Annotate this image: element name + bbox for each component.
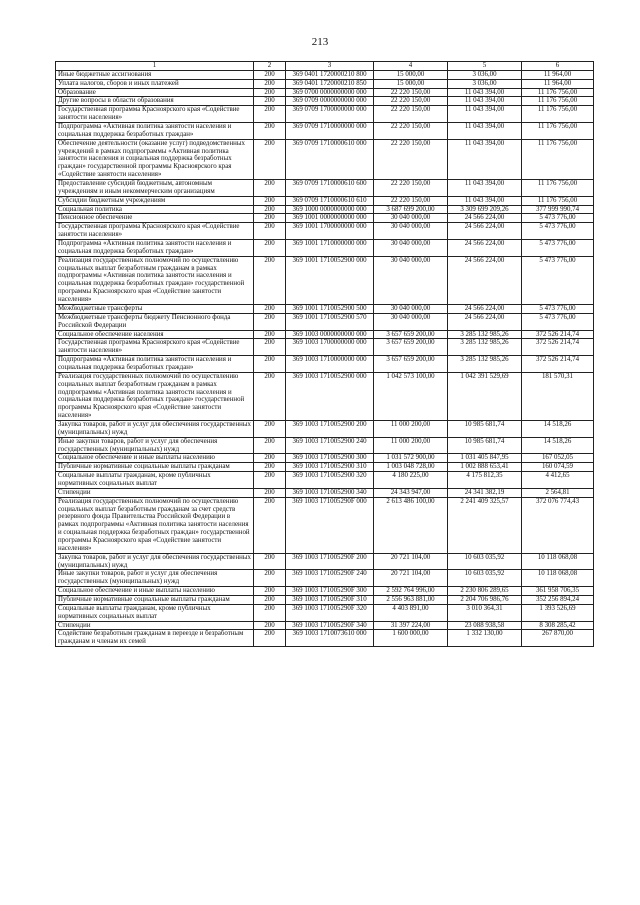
row-executed-cell: 11 043 394,00 bbox=[448, 88, 522, 97]
row-approved-cell: 1 042 573 100,00 bbox=[374, 372, 448, 420]
row-unexecuted-cell: 14 518,26 bbox=[522, 420, 594, 437]
row-approved-cell: 30 040 000,00 bbox=[374, 256, 448, 304]
row-budget-code-cell: 369 1003 171005290F 000 bbox=[286, 497, 374, 553]
row-approved-cell: 3 687 699 200,00 bbox=[374, 205, 448, 214]
row-unexecuted-cell: 1 393 526,69 bbox=[522, 604, 594, 621]
row-name-cell: Иные закупки товаров, работ и услуг для обеспечения государственных (муниципальных) нужд bbox=[56, 570, 254, 587]
row-name-cell: Субсидии бюджетным учреждениям bbox=[56, 196, 254, 205]
table-row bbox=[56, 454, 594, 463]
row-admin-code-cell: 200 bbox=[254, 97, 286, 106]
row-executed-cell: 24 566 224,00 bbox=[448, 223, 522, 240]
row-approved-cell: 24 343 947,00 bbox=[374, 488, 448, 497]
row-executed-cell: 1 332 130,00 bbox=[448, 630, 522, 647]
row-approved-cell: 22 220 150,00 bbox=[374, 106, 448, 123]
row-approved-cell: 22 220 150,00 bbox=[374, 123, 448, 140]
row-name-cell: Социальные выплаты гражданам, кроме публичных нормативных социальных выплат bbox=[56, 604, 254, 621]
row-unexecuted-cell: 11 964,00 bbox=[522, 70, 594, 79]
row-admin-code-cell: 200 bbox=[254, 106, 286, 123]
row-unexecuted-cell: 372 076 774,43 bbox=[522, 497, 594, 553]
row-budget-code-cell: 369 1003 171005290F 200 bbox=[286, 553, 374, 570]
row-budget-code-cell: 369 0709 1700000000 000 bbox=[286, 106, 374, 123]
row-unexecuted-cell: 372 526 214,74 bbox=[522, 330, 594, 339]
table-row bbox=[56, 106, 594, 123]
row-approved-cell: 22 220 150,00 bbox=[374, 97, 448, 106]
row-name-cell: Другие вопросы в области образования bbox=[56, 97, 254, 106]
row-unexecuted-cell: 11 176 756,00 bbox=[522, 123, 594, 140]
row-executed-cell: 10 603 035,92 bbox=[448, 553, 522, 570]
row-budget-code-cell: 369 1003 171005290F 320 bbox=[286, 604, 374, 621]
row-executed-cell: 2 230 806 289,65 bbox=[448, 587, 522, 596]
row-approved-cell: 30 040 000,00 bbox=[374, 214, 448, 223]
row-name-cell: Иные бюджетные ассигнования bbox=[56, 70, 254, 79]
row-admin-code-cell: 200 bbox=[254, 330, 286, 339]
column-number-row bbox=[56, 62, 594, 71]
row-executed-cell: 4 175 812,35 bbox=[448, 472, 522, 489]
row-executed-cell: 10 603 035,92 bbox=[448, 570, 522, 587]
row-unexecuted-cell: 11 176 756,00 bbox=[522, 139, 594, 179]
row-name-cell: Публичные нормативные социальные выплаты гражданам bbox=[56, 596, 254, 605]
row-admin-code-cell: 200 bbox=[254, 488, 286, 497]
table-row bbox=[56, 88, 594, 97]
row-budget-code-cell: 369 1003 171005290F 300 bbox=[286, 587, 374, 596]
row-name-cell: Реализация государственных полномочий по осуществлению социальных выплат безработным гражданам в рамках подпрограммы «Активная политика занятости населения и социальная поддержка безработных граждан» государственной программы Красноярского края «Содействие занятости населения» bbox=[56, 372, 254, 420]
row-budget-code-cell: 369 1003 1710052900 240 bbox=[286, 437, 374, 454]
row-unexecuted-cell: 5 473 776,00 bbox=[522, 304, 594, 313]
row-unexecuted-cell: 181 570,31 bbox=[522, 372, 594, 420]
row-admin-code-cell: 200 bbox=[254, 339, 286, 356]
row-name-cell: Социальная политика bbox=[56, 205, 254, 214]
table-row bbox=[56, 313, 594, 330]
row-approved-cell: 22 220 150,00 bbox=[374, 88, 448, 97]
row-unexecuted-cell: 5 473 776,00 bbox=[522, 256, 594, 304]
row-budget-code-cell: 369 1003 1710052900 340 bbox=[286, 488, 374, 497]
row-admin-code-cell: 200 bbox=[254, 70, 286, 79]
row-budget-code-cell: 369 1003 1710073610 000 bbox=[286, 630, 374, 647]
row-admin-code-cell: 200 bbox=[254, 553, 286, 570]
row-name-cell: Государственная программа Красноярского края «Содействие занятости населения» bbox=[56, 223, 254, 240]
row-budget-code-cell: 369 1001 1710052900 570 bbox=[286, 313, 374, 330]
row-name-cell: Предоставление субсидий бюджетным, автономным учреждениям и иным некоммерческим организациям bbox=[56, 180, 254, 197]
row-executed-cell: 24 566 224,00 bbox=[448, 304, 522, 313]
row-executed-cell: 3 010 364,31 bbox=[448, 604, 522, 621]
table-row bbox=[56, 497, 594, 553]
row-name-cell: Публичные нормативные социальные выплаты гражданам bbox=[56, 463, 254, 472]
row-admin-code-cell: 200 bbox=[254, 205, 286, 214]
table-body bbox=[56, 70, 594, 646]
row-approved-cell: 3 657 659 200,00 bbox=[374, 339, 448, 356]
row-budget-code-cell: 369 1003 1710052900 200 bbox=[286, 420, 374, 437]
table-row bbox=[56, 463, 594, 472]
table-row bbox=[56, 223, 594, 240]
row-budget-code-cell: 369 1003 0000000000 000 bbox=[286, 330, 374, 339]
row-approved-cell: 22 220 150,00 bbox=[374, 196, 448, 205]
col-header-6: 6 bbox=[522, 62, 594, 71]
row-executed-cell: 24 566 224,00 bbox=[448, 240, 522, 257]
row-unexecuted-cell: 11 176 756,00 bbox=[522, 196, 594, 205]
row-budget-code-cell: 369 1003 171005290F 340 bbox=[286, 621, 374, 630]
row-name-cell: Межбюджетные трансферты бюджету Пенсионного фонда Российской Федерации bbox=[56, 313, 254, 330]
row-name-cell: Подпрограмма «Активная политика занятости населения и социальная поддержка безработных граждан» bbox=[56, 123, 254, 140]
row-approved-cell: 20 721 104,00 bbox=[374, 553, 448, 570]
row-executed-cell: 3 036,00 bbox=[448, 70, 522, 79]
row-name-cell: Социальное обеспечение населения bbox=[56, 330, 254, 339]
row-admin-code-cell: 200 bbox=[254, 437, 286, 454]
row-executed-cell: 2 241 409 325,57 bbox=[448, 497, 522, 553]
row-name-cell: Уплата налогов, сборов и иных платежей bbox=[56, 79, 254, 88]
row-approved-cell: 1 031 572 900,00 bbox=[374, 454, 448, 463]
table-row bbox=[56, 214, 594, 223]
row-approved-cell: 30 040 000,00 bbox=[374, 313, 448, 330]
table-row bbox=[56, 596, 594, 605]
row-approved-cell: 30 040 000,00 bbox=[374, 240, 448, 257]
row-approved-cell: 3 657 659 200,00 bbox=[374, 356, 448, 373]
row-name-cell: Обеспечение деятельности (оказание услуг) подведомственных учреждений в рамках подпрограммы «Активная политика занятости населения и социальная поддержка безработных граждан» государственной программы Красноярского края «Содействие занятости населения» bbox=[56, 139, 254, 179]
row-budget-code-cell: 369 1003 1700000000 000 bbox=[286, 339, 374, 356]
row-admin-code-cell: 200 bbox=[254, 604, 286, 621]
row-unexecuted-cell: 372 526 214,74 bbox=[522, 356, 594, 373]
table-row bbox=[56, 621, 594, 630]
row-budget-code-cell: 369 1003 1710000000 000 bbox=[286, 356, 374, 373]
row-budget-code-cell: 369 0401 1720000210 800 bbox=[286, 70, 374, 79]
row-unexecuted-cell: 160 074,59 bbox=[522, 463, 594, 472]
row-executed-cell: 23 088 938,58 bbox=[448, 621, 522, 630]
row-admin-code-cell: 200 bbox=[254, 596, 286, 605]
row-budget-code-cell: 369 1001 1710052900 000 bbox=[286, 256, 374, 304]
page-number: 213 bbox=[311, 36, 329, 48]
row-name-cell: Пенсионное обеспечение bbox=[56, 214, 254, 223]
row-budget-code-cell: 369 0709 1710000000 000 bbox=[286, 123, 374, 140]
row-approved-cell: 11 000 200,00 bbox=[374, 437, 448, 454]
table-header bbox=[56, 62, 594, 71]
table-row bbox=[56, 256, 594, 304]
row-approved-cell: 1 600 000,00 bbox=[374, 630, 448, 647]
row-budget-code-cell: 369 1003 171005290F 240 bbox=[286, 570, 374, 587]
row-unexecuted-cell: 10 118 068,08 bbox=[522, 553, 594, 570]
row-unexecuted-cell: 11 176 756,00 bbox=[522, 106, 594, 123]
row-admin-code-cell: 200 bbox=[254, 454, 286, 463]
row-executed-cell: 1 042 391 529,69 bbox=[448, 372, 522, 420]
row-unexecuted-cell: 167 052,05 bbox=[522, 454, 594, 463]
row-admin-code-cell: 200 bbox=[254, 180, 286, 197]
row-executed-cell: 1 031 405 847,95 bbox=[448, 454, 522, 463]
row-name-cell: Реализация государственных полномочий по осуществлению социальных выплат безработным гражданам за счет средств резервного фонда Правительства Российской Федерации в рамках подпрограммы «Активная политика занятости населения и социальная поддержка безработных граждан» государственной программы Красноярского края «Содействие занятости населения» bbox=[56, 497, 254, 553]
row-unexecuted-cell: 11 176 756,00 bbox=[522, 97, 594, 106]
table-row bbox=[56, 587, 594, 596]
row-name-cell: Социальные выплаты гражданам, кроме публичных нормативных социальных выплат bbox=[56, 472, 254, 489]
col-header-1: 1 bbox=[56, 62, 254, 71]
row-name-cell: Стипендии bbox=[56, 621, 254, 630]
row-approved-cell: 15 000,00 bbox=[374, 79, 448, 88]
row-budget-code-cell: 369 1003 171005290F 310 bbox=[286, 596, 374, 605]
row-executed-cell: 3 285 132 985,26 bbox=[448, 330, 522, 339]
row-budget-code-cell: 369 0709 1710000610 600 bbox=[286, 180, 374, 197]
row-admin-code-cell: 200 bbox=[254, 621, 286, 630]
row-admin-code-cell: 200 bbox=[254, 88, 286, 97]
row-admin-code-cell: 200 bbox=[254, 472, 286, 489]
table-row bbox=[56, 97, 594, 106]
table-row bbox=[56, 604, 594, 621]
table-row bbox=[56, 196, 594, 205]
row-admin-code-cell: 200 bbox=[254, 463, 286, 472]
table-row bbox=[56, 437, 594, 454]
table-row bbox=[56, 304, 594, 313]
row-unexecuted-cell: 361 958 706,35 bbox=[522, 587, 594, 596]
row-name-cell: Государственная программа Красноярского края «Содействие занятости населения» bbox=[56, 339, 254, 356]
row-name-cell: Образование bbox=[56, 88, 254, 97]
row-name-cell: Содействие безработным гражданам в переезде и безработным гражданам и членам их семей bbox=[56, 630, 254, 647]
col-header-2: 2 bbox=[254, 62, 286, 71]
row-budget-code-cell: 369 1000 0000000000 000 bbox=[286, 205, 374, 214]
row-unexecuted-cell: 4 412,65 bbox=[522, 472, 594, 489]
table-row bbox=[56, 372, 594, 420]
row-admin-code-cell: 200 bbox=[254, 123, 286, 140]
row-budget-code-cell: 369 0401 1720000210 850 bbox=[286, 79, 374, 88]
row-approved-cell: 2 556 963 881,00 bbox=[374, 596, 448, 605]
row-unexecuted-cell: 5 473 776,00 bbox=[522, 240, 594, 257]
row-admin-code-cell: 200 bbox=[254, 313, 286, 330]
row-budget-code-cell: 369 1003 1710052900 310 bbox=[286, 463, 374, 472]
table-row bbox=[56, 553, 594, 570]
row-admin-code-cell: 200 bbox=[254, 372, 286, 420]
table-row bbox=[56, 180, 594, 197]
table-row bbox=[56, 472, 594, 489]
row-executed-cell: 24 566 224,00 bbox=[448, 214, 522, 223]
row-name-cell: Подпрограмма «Активная политика занятости населения и социальная поддержка безработных граждан» bbox=[56, 356, 254, 373]
row-admin-code-cell: 200 bbox=[254, 420, 286, 437]
row-approved-cell: 2 592 764 996,00 bbox=[374, 587, 448, 596]
row-unexecuted-cell: 372 526 214,74 bbox=[522, 339, 594, 356]
row-unexecuted-cell: 377 999 990,74 bbox=[522, 205, 594, 214]
row-unexecuted-cell: 8 308 285,42 bbox=[522, 621, 594, 630]
row-executed-cell: 2 204 706 986,76 bbox=[448, 596, 522, 605]
col-header-3: 3 bbox=[286, 62, 374, 71]
table-row bbox=[56, 570, 594, 587]
row-unexecuted-cell: 5 473 776,00 bbox=[522, 214, 594, 223]
row-name-cell: Межбюджетные трансферты bbox=[56, 304, 254, 313]
row-executed-cell: 10 985 681,74 bbox=[448, 420, 522, 437]
row-budget-code-cell: 369 1003 1710052900 300 bbox=[286, 454, 374, 463]
row-approved-cell: 20 721 104,00 bbox=[374, 570, 448, 587]
row-executed-cell: 24 566 224,00 bbox=[448, 256, 522, 304]
table-row bbox=[56, 79, 594, 88]
row-approved-cell: 30 040 000,00 bbox=[374, 223, 448, 240]
row-name-cell: Реализация государственных полномочий по осуществлению социальных выплат безработным гражданам в рамках подпрограммы «Активная политика занятости населения и социальная поддержка безработных граждан» государственной программы Красноярского края «Содействие занятости населения» bbox=[56, 256, 254, 304]
row-admin-code-cell: 200 bbox=[254, 79, 286, 88]
row-approved-cell: 4 403 891,00 bbox=[374, 604, 448, 621]
table-row bbox=[56, 240, 594, 257]
row-approved-cell: 22 220 150,00 bbox=[374, 180, 448, 197]
row-budget-code-cell: 369 1003 1710052900 000 bbox=[286, 372, 374, 420]
row-executed-cell: 11 043 394,00 bbox=[448, 180, 522, 197]
row-budget-code-cell: 369 0700 0000000000 000 bbox=[286, 88, 374, 97]
row-approved-cell: 3 657 659 200,00 bbox=[374, 330, 448, 339]
row-approved-cell: 11 000 200,00 bbox=[374, 420, 448, 437]
row-executed-cell: 11 043 394,00 bbox=[448, 97, 522, 106]
col-header-5: 5 bbox=[448, 62, 522, 71]
row-admin-code-cell: 200 bbox=[254, 256, 286, 304]
row-name-cell: Стипендии bbox=[56, 488, 254, 497]
row-name-cell: Закупка товаров, работ и услуг для обеспечения государственных (муниципальных) нужд bbox=[56, 553, 254, 570]
row-approved-cell: 22 220 150,00 bbox=[374, 139, 448, 179]
row-executed-cell: 3 285 132 985,26 bbox=[448, 356, 522, 373]
row-approved-cell: 31 397 224,00 bbox=[374, 621, 448, 630]
row-name-cell: Социальное обеспечение и иные выплаты населению bbox=[56, 454, 254, 463]
row-executed-cell: 11 043 394,00 bbox=[448, 139, 522, 179]
row-admin-code-cell: 200 bbox=[254, 214, 286, 223]
table-row bbox=[56, 123, 594, 140]
row-approved-cell: 4 180 225,00 bbox=[374, 472, 448, 489]
row-admin-code-cell: 200 bbox=[254, 196, 286, 205]
row-budget-code-cell: 369 1003 1710052900 320 bbox=[286, 472, 374, 489]
row-executed-cell: 3 309 699 209,26 bbox=[448, 205, 522, 214]
row-name-cell: Подпрограмма «Активная политика занятости населения и социальная поддержка безработных граждан» bbox=[56, 240, 254, 257]
table-row bbox=[56, 139, 594, 179]
table-row bbox=[56, 70, 594, 79]
row-unexecuted-cell: 11 176 756,00 bbox=[522, 180, 594, 197]
row-executed-cell: 3 285 132 985,26 bbox=[448, 339, 522, 356]
row-admin-code-cell: 200 bbox=[254, 587, 286, 596]
row-admin-code-cell: 200 bbox=[254, 356, 286, 373]
row-admin-code-cell: 200 bbox=[254, 240, 286, 257]
row-unexecuted-cell: 352 256 894,24 bbox=[522, 596, 594, 605]
row-admin-code-cell: 200 bbox=[254, 630, 286, 647]
row-approved-cell: 1 003 048 728,00 bbox=[374, 463, 448, 472]
row-executed-cell: 24 341 382,19 bbox=[448, 488, 522, 497]
table-row bbox=[56, 339, 594, 356]
row-unexecuted-cell: 5 473 776,00 bbox=[522, 313, 594, 330]
row-unexecuted-cell: 14 518,26 bbox=[522, 437, 594, 454]
row-budget-code-cell: 369 1001 1710052900 500 bbox=[286, 304, 374, 313]
row-unexecuted-cell: 11 176 756,00 bbox=[522, 88, 594, 97]
row-admin-code-cell: 200 bbox=[254, 223, 286, 240]
row-budget-code-cell: 369 1001 0000000000 000 bbox=[286, 214, 374, 223]
row-unexecuted-cell: 10 118 068,08 bbox=[522, 570, 594, 587]
row-admin-code-cell: 200 bbox=[254, 304, 286, 313]
table-row bbox=[56, 356, 594, 373]
table-row bbox=[56, 420, 594, 437]
table-row bbox=[56, 330, 594, 339]
row-executed-cell: 10 985 681,74 bbox=[448, 437, 522, 454]
row-approved-cell: 15 000,00 bbox=[374, 70, 448, 79]
row-name-cell: Иные закупки товаров, работ и услуг для обеспечения государственных (муниципальных) нужд bbox=[56, 437, 254, 454]
row-unexecuted-cell: 267 870,00 bbox=[522, 630, 594, 647]
row-name-cell: Закупка товаров, работ и услуг для обеспечения государственных (муниципальных) нужд bbox=[56, 420, 254, 437]
table-row bbox=[56, 205, 594, 214]
row-budget-code-cell: 369 0709 1710000610 000 bbox=[286, 139, 374, 179]
row-unexecuted-cell: 2 564,81 bbox=[522, 488, 594, 497]
row-budget-code-cell: 369 0709 1710000610 610 bbox=[286, 196, 374, 205]
table-row bbox=[56, 630, 594, 647]
row-unexecuted-cell: 11 964,00 bbox=[522, 79, 594, 88]
row-budget-code-cell: 369 1001 1710000000 000 bbox=[286, 240, 374, 257]
row-name-cell: Социальное обеспечение и иные выплаты населению bbox=[56, 587, 254, 596]
row-admin-code-cell: 200 bbox=[254, 570, 286, 587]
row-budget-code-cell: 369 0709 0000000000 000 bbox=[286, 97, 374, 106]
row-executed-cell: 24 566 224,00 bbox=[448, 313, 522, 330]
row-name-cell: Государственная программа Красноярского края «Содействие занятости населения» bbox=[56, 106, 254, 123]
row-approved-cell: 30 040 000,00 bbox=[374, 304, 448, 313]
row-admin-code-cell: 200 bbox=[254, 497, 286, 553]
col-header-4: 4 bbox=[374, 62, 448, 71]
row-executed-cell: 11 043 394,00 bbox=[448, 196, 522, 205]
row-executed-cell: 11 043 394,00 bbox=[448, 123, 522, 140]
row-admin-code-cell: 200 bbox=[254, 139, 286, 179]
row-unexecuted-cell: 5 473 776,00 bbox=[522, 223, 594, 240]
table-row bbox=[56, 488, 594, 497]
row-executed-cell: 1 002 888 653,41 bbox=[448, 463, 522, 472]
row-approved-cell: 2 613 486 100,00 bbox=[374, 497, 448, 553]
row-executed-cell: 11 043 394,00 bbox=[448, 106, 522, 123]
row-budget-code-cell: 369 1001 1700000000 000 bbox=[286, 223, 374, 240]
budget-execution-table bbox=[55, 61, 594, 647]
row-executed-cell: 3 036,00 bbox=[448, 79, 522, 88]
